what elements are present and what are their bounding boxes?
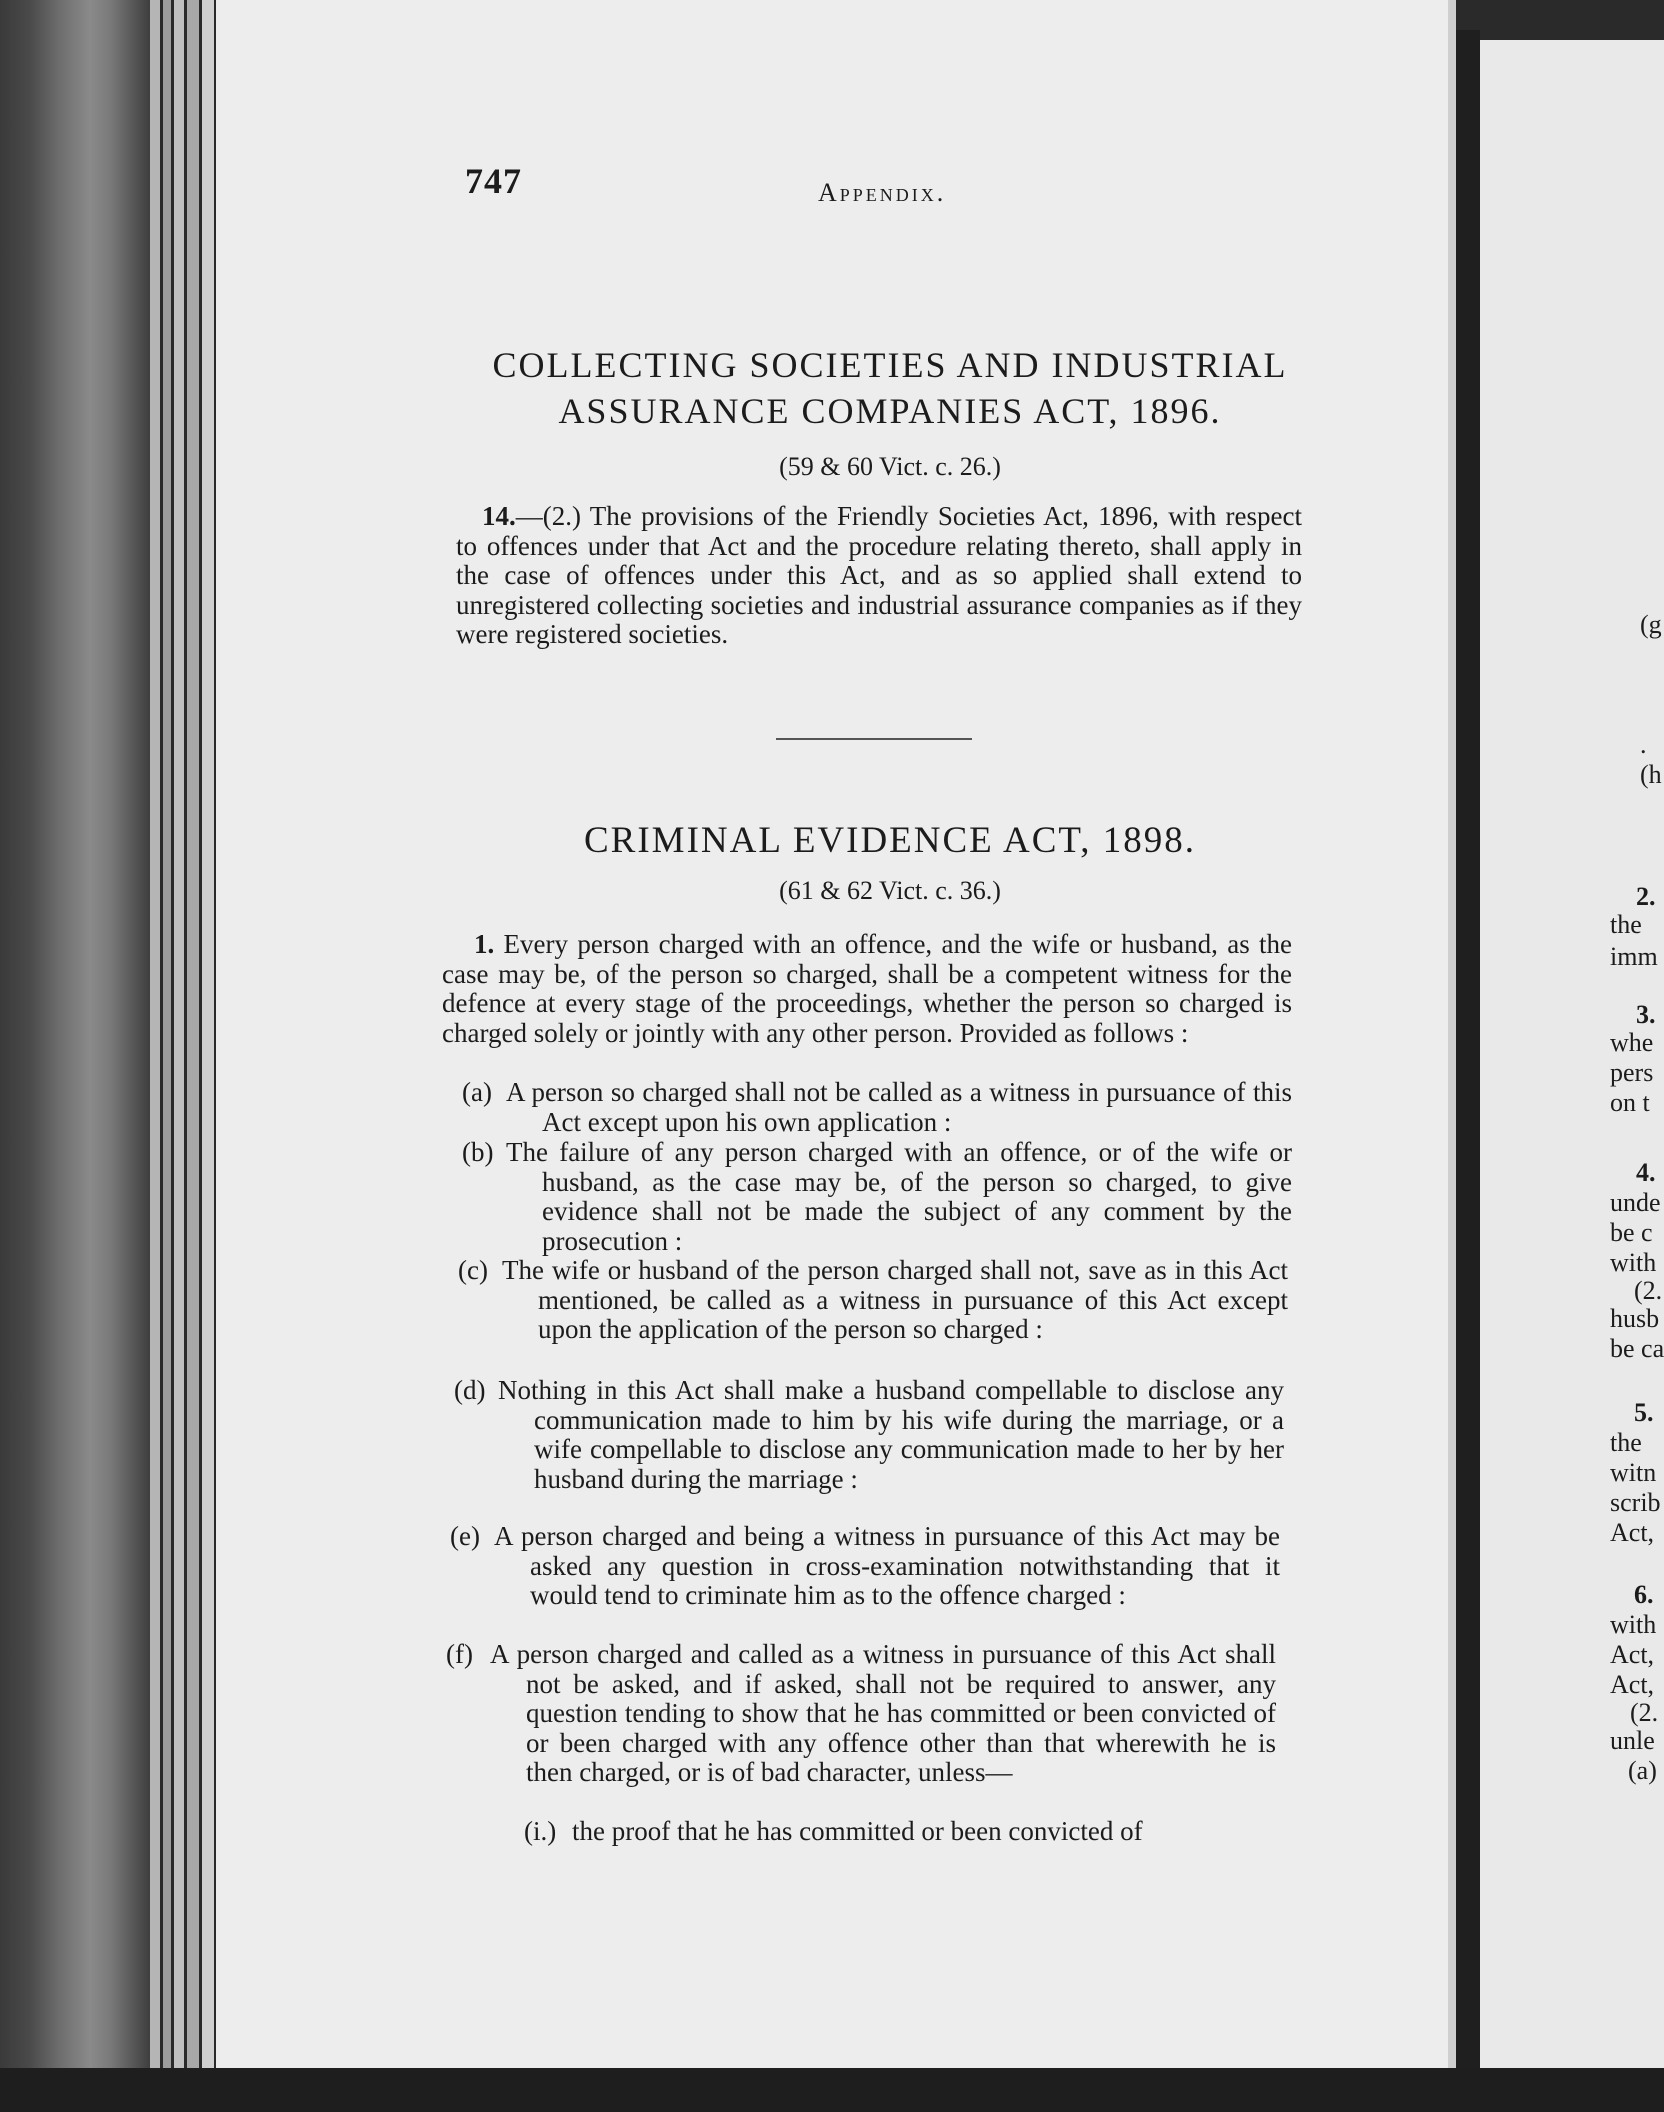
page-edge <box>150 0 160 2080</box>
facing-fragment: 5. <box>1634 1398 1654 1427</box>
facing-fragment: pers <box>1610 1058 1654 1087</box>
facing-fragment: with <box>1610 1248 1657 1277</box>
facing-fragment: (2. <box>1634 1276 1663 1305</box>
proviso-text: Nothing in this Act shall make a husband compellable to disclose any communication made to him by his wife during the marriage, or a wife compellable to disclose any communication made to her by her husband during the marriage : <box>498 1375 1284 1494</box>
section-divider <box>776 738 972 740</box>
proviso-label: (a) <box>462 1077 492 1107</box>
act1-section-14 <box>456 502 1302 650</box>
facing-fragment: be ca <box>1610 1334 1664 1363</box>
section-number: 1. <box>474 929 495 959</box>
proviso-text: A person charged and called as a witness in pursuance of this Act shall not be asked, and if asked, shall not be required to answer, any question tending to show that he has committed or been convicted of or been charged with any offence other than that wherewith he is then charged, or is of bad character, unless— <box>490 1639 1276 1787</box>
proviso-label: (e) <box>450 1521 480 1551</box>
proviso-label: (b) <box>462 1137 494 1167</box>
facing-fragment: witn <box>1610 1458 1657 1487</box>
facing-fragment: imm <box>1610 942 1658 971</box>
proviso-label: (c) <box>458 1255 488 1285</box>
proviso-c <box>458 1256 1288 1345</box>
facing-fragment: (a) <box>1628 1756 1657 1785</box>
subclause-text: the proof that he has committed or been convicted of <box>572 1816 1143 1846</box>
page-number: 747 <box>465 161 522 201</box>
proviso-b <box>462 1138 1292 1256</box>
facing-fragment: whe <box>1610 1028 1654 1057</box>
facing-fragment: 6. <box>1634 1580 1654 1609</box>
proviso-d <box>454 1376 1284 1494</box>
proviso-text: A person charged and being a witness in pursuance of this Act may be asked any question in cross-examination notwithstanding that it would tend to criminate him as to the offence charged : <box>494 1521 1280 1610</box>
facing-fragment: Act, <box>1610 1518 1655 1547</box>
proviso-f <box>446 1640 1276 1788</box>
act1-title-line2: ASSURANCE COMPANIES ACT, 1896. <box>558 391 1222 431</box>
facing-fragment: Act, <box>1610 1640 1655 1669</box>
act2-citation: (61 & 62 Vict. c. 36.) <box>779 876 1001 905</box>
facing-fragment: unle <box>1610 1726 1655 1755</box>
proviso-a <box>462 1078 1292 1137</box>
scan-bottom-edge <box>0 2068 1664 2112</box>
facing-fragment: 3. <box>1636 1000 1656 1029</box>
facing-fragment: . <box>1640 730 1647 759</box>
facing-fragment: 2. <box>1636 882 1656 911</box>
proviso-text: The wife or husband of the person charged shall not, save as in this Act mentioned, be called as a witness in pursuance of this Act except upon the application of the person so charged : <box>502 1255 1288 1344</box>
facing-fragment: (2. <box>1630 1698 1659 1727</box>
page-edge <box>163 0 171 2080</box>
page-edge <box>174 0 184 2080</box>
proviso-label: (d) <box>454 1375 486 1405</box>
proviso-e <box>450 1522 1280 1611</box>
section-number: 14. <box>482 501 516 531</box>
facing-fragment: be c <box>1610 1218 1653 1247</box>
facing-fragment: 4. <box>1636 1158 1656 1187</box>
binding-shadow <box>1456 30 1480 2068</box>
facing-fragment: with <box>1610 1610 1657 1639</box>
act1-title-line1: COLLECTING SOCIETIES AND INDUSTRIAL <box>492 345 1288 385</box>
page-edge <box>202 0 214 2080</box>
subclause-label: (i.) <box>524 1816 557 1846</box>
page-edge <box>187 0 199 2080</box>
facing-fragment: the <box>1610 1428 1642 1457</box>
facing-fragment: unde <box>1610 1188 1661 1217</box>
act1-citation: (59 & 60 Vict. c. 26.) <box>779 452 1001 481</box>
act2-section-1 <box>442 930 1292 1048</box>
running-head-title: Appendix. <box>818 178 947 207</box>
facing-fragment: the <box>1610 910 1642 939</box>
proviso-text: A person so charged shall not be called as a witness in pursuance of this Act except upon his own application : <box>506 1077 1292 1137</box>
subclause-i <box>524 1817 1274 1847</box>
facing-fragment: on t <box>1610 1088 1650 1117</box>
facing-fragment: husb <box>1610 1304 1660 1333</box>
book-spine <box>0 0 150 2112</box>
facing-fragment: (g <box>1640 610 1662 639</box>
page-gutter <box>1448 0 1456 2068</box>
proviso-text: The failure of any person charged with an offence, or of the wife or husband, as the case may be, of the person so charged, to give evidence shall not be made the subject of any comment by the prosecution : <box>506 1137 1292 1256</box>
act2-title: CRIMINAL EVIDENCE ACT, 1898. <box>584 820 1196 861</box>
facing-fragment: scrib <box>1610 1488 1661 1517</box>
section-text: —(2.) The provisions of the Friendly Societies Act, 1896, with respect to offences under that Act and the procedure relating thereto, shall apply in the case of offences under this Act, and as so applied shall extend to unregistered collecting societies and industrial assurance companies as if they were registered societies. <box>456 501 1302 649</box>
facing-page <box>1480 40 1664 2068</box>
proviso-label: (f) <box>446 1639 473 1669</box>
facing-fragment: (h <box>1640 760 1662 789</box>
facing-fragment: Act, <box>1610 1670 1655 1699</box>
section-text: Every person charged with an offence, and the wife or husband, as the case may be, of the person so charged, shall be a competent witness for the defence at every stage of the proceedings, whether the person so charged is charged solely or jointly with any other person. Provided as follows : <box>442 929 1292 1048</box>
